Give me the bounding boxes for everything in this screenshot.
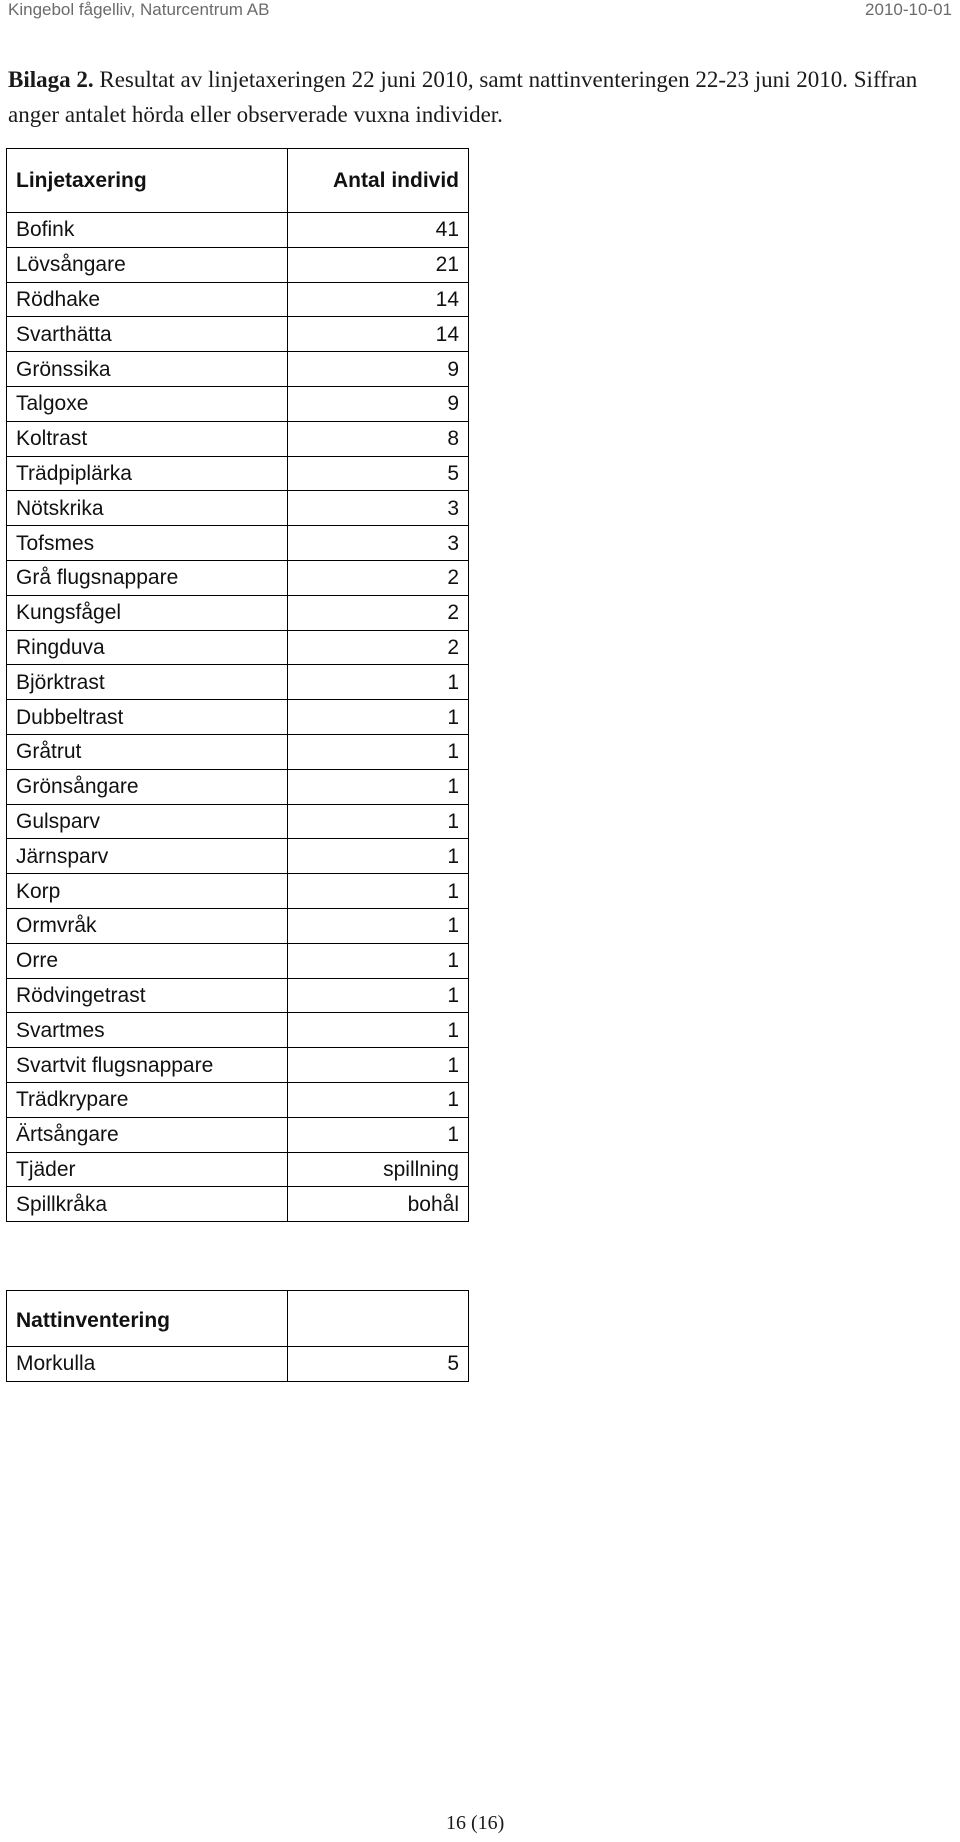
- species-name: Bofink: [7, 213, 288, 248]
- species-name: Trädpiplärka: [7, 456, 288, 491]
- species-name: Gulsparv: [7, 804, 288, 839]
- individual-count: 1: [288, 769, 469, 804]
- individual-count: 2: [288, 595, 469, 630]
- individual-count: 1: [288, 1013, 469, 1048]
- running-header: [8, 0, 952, 22]
- species-name: Talgoxe: [7, 386, 288, 421]
- table-row: [7, 282, 469, 317]
- individual-count: 1: [288, 839, 469, 874]
- species-name: Orre: [7, 943, 288, 978]
- table-row: [7, 804, 469, 839]
- table-row: [7, 1082, 469, 1117]
- table-row: [7, 317, 469, 352]
- individual-count: 9: [288, 352, 469, 387]
- species-name: Ringduva: [7, 630, 288, 665]
- table-row: [7, 769, 469, 804]
- species-name: Rödhake: [7, 282, 288, 317]
- table-row: [7, 595, 469, 630]
- individual-count: 1: [288, 1048, 469, 1083]
- individual-count: 1: [288, 978, 469, 1013]
- table-row: [7, 1347, 469, 1382]
- individual-count: 5: [288, 456, 469, 491]
- individual-count: 1: [288, 874, 469, 909]
- species-name: Tjäder: [7, 1152, 288, 1187]
- table-row: [7, 1117, 469, 1152]
- table-row: [7, 213, 469, 248]
- table-row: [7, 421, 469, 456]
- table-row: [7, 734, 469, 769]
- individual-count: 14: [288, 317, 469, 352]
- table-header-row: [7, 149, 469, 213]
- individual-count: 2: [288, 630, 469, 665]
- species-name: Nötskrika: [7, 491, 288, 526]
- species-name: Dubbeltrast: [7, 700, 288, 735]
- table-row: [7, 700, 469, 735]
- individual-count: 1: [288, 700, 469, 735]
- table-row: [7, 839, 469, 874]
- header-organization: Kingebol fågelliv, Naturcentrum AB: [8, 0, 270, 19]
- species-name: Lövsångare: [7, 247, 288, 282]
- species-name: Järnsparv: [7, 839, 288, 874]
- species-name: Svartvit flugsnappare: [7, 1048, 288, 1083]
- species-name: Björktrast: [7, 665, 288, 700]
- table-row: [7, 1013, 469, 1048]
- line-transect-table: [6, 148, 469, 1222]
- individual-count: 1: [288, 804, 469, 839]
- individual-count: 3: [288, 491, 469, 526]
- species-name: Kungsfågel: [7, 595, 288, 630]
- table-row: [7, 386, 469, 421]
- individual-count: 9: [288, 386, 469, 421]
- species-name: Spillkråka: [7, 1187, 288, 1222]
- species-name: Svarthätta: [7, 317, 288, 352]
- individual-count: 2: [288, 560, 469, 595]
- individual-count: 5: [288, 1347, 469, 1382]
- table-row: [7, 1048, 469, 1083]
- individual-count: 1: [288, 734, 469, 769]
- table-row: [7, 456, 469, 491]
- night-inventory-table: [6, 1290, 469, 1382]
- species-name: Ormvråk: [7, 908, 288, 943]
- page-number: 16 (16): [446, 1812, 505, 1834]
- table-row: [7, 908, 469, 943]
- table-header-row: [7, 1291, 469, 1347]
- table-row: [7, 352, 469, 387]
- species-name: Koltrast: [7, 421, 288, 456]
- header-date: 2010-10-01: [865, 0, 952, 19]
- table-row: [7, 943, 469, 978]
- table-row: [7, 665, 469, 700]
- column-header-species: Nattinventering: [7, 1291, 288, 1347]
- species-name: Tofsmes: [7, 526, 288, 561]
- species-name: Svartmes: [7, 1013, 288, 1048]
- appendix-caption: [8, 62, 953, 132]
- individual-count: 21: [288, 247, 469, 282]
- species-name: Grå flugsnappare: [7, 560, 288, 595]
- table-row: [7, 978, 469, 1013]
- table-row: [7, 1152, 469, 1187]
- column-header-species: Linjetaxering: [7, 149, 288, 213]
- species-name: Grönsångare: [7, 769, 288, 804]
- individual-count: 1: [288, 1082, 469, 1117]
- species-name: Rödvingetrast: [7, 978, 288, 1013]
- column-header-count: [288, 1291, 469, 1347]
- column-header-count: Antal individ: [288, 149, 469, 213]
- individual-count: 3: [288, 526, 469, 561]
- table-row: [7, 526, 469, 561]
- table-row: [7, 560, 469, 595]
- individual-count: 14: [288, 282, 469, 317]
- species-name: Ärtsångare: [7, 1117, 288, 1152]
- individual-count: 1: [288, 943, 469, 978]
- caption-label: Bilaga 2.: [8, 67, 94, 92]
- individual-count: 8: [288, 421, 469, 456]
- table-row: [7, 247, 469, 282]
- individual-count: bohål: [288, 1187, 469, 1222]
- individual-count: 1: [288, 908, 469, 943]
- individual-count: 1: [288, 1117, 469, 1152]
- individual-count: spillning: [288, 1152, 469, 1187]
- species-name: Gråtrut: [7, 734, 288, 769]
- individual-count: 1: [288, 665, 469, 700]
- individual-count: 41: [288, 213, 469, 248]
- species-name: Morkulla: [7, 1347, 288, 1382]
- species-name: Trädkrypare: [7, 1082, 288, 1117]
- species-name: Korp: [7, 874, 288, 909]
- table-row: [7, 874, 469, 909]
- table-row: [7, 1187, 469, 1222]
- table-row: [7, 491, 469, 526]
- species-name: Grönssika: [7, 352, 288, 387]
- table-row: [7, 630, 469, 665]
- caption-text: Resultat av linjetaxeringen 22 juni 2010, samt nattinventeringen 22-23 juni 2010. Siffran anger antalet hörda eller observerade vuxna individer.: [8, 67, 918, 127]
